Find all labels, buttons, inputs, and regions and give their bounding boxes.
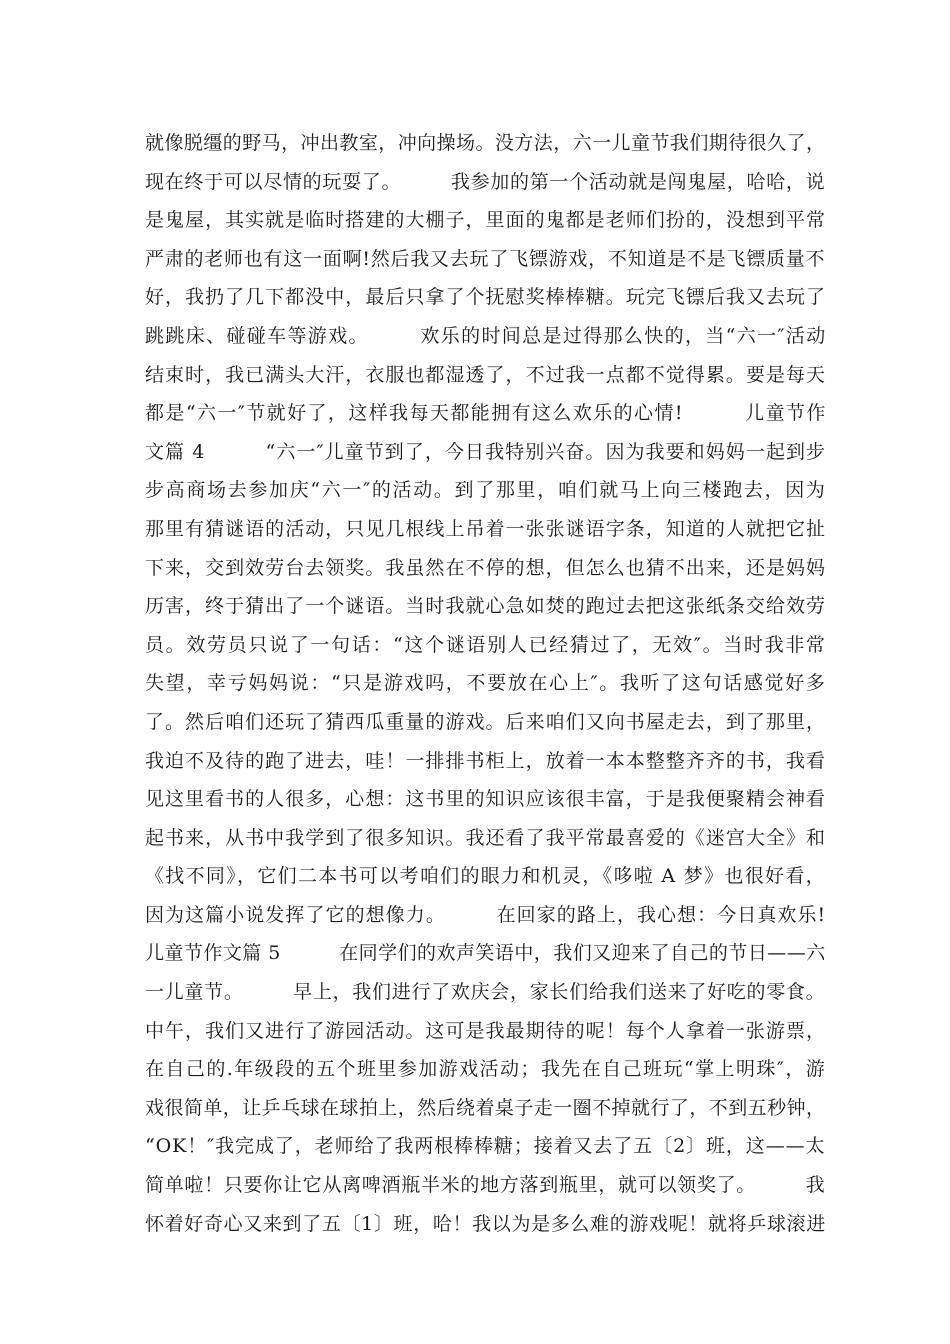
text-line: 历害，终于猜出了一个谜语。当时我就心急如焚的跑过去把这张纸条交给效劳 <box>145 595 827 618</box>
text-line: 《找不同》，它们二本书可以考咱们的眼力和机灵，《哆啦 A 梦》也很好看， <box>145 865 826 888</box>
body-text <box>145 124 825 1243</box>
text-line: 员。效劳员只说了一句话：“这个谜语别人已经猜过了，无效″。当时我非常 <box>145 633 827 656</box>
text-line: 怀着好奇心又来到了五〔1〕班，哈！我以为是多么难的游戏呢！就将乒球滚进 <box>145 1212 826 1235</box>
text-line: 现在终于可以尽情的玩耍了。 我参加的第一个活动就是闯鬼屋，哈哈，说 <box>145 170 826 193</box>
text-line: 起书来，从书中我学到了很多知识。我还看了我平常最喜爱的《迷宫大全》和 <box>145 826 827 849</box>
text-line: 见这里看书的人很多，心想：这书里的知识应该很丰富，于是我便聚精会神看 <box>145 788 827 811</box>
text-line: 了。然后咱们还玩了猜西瓜重量的游戏。后来咱们又向书屋走去，到了那里， <box>145 710 827 733</box>
text-line: 严肃的老师也有这一面啊!然后我又去玩了飞镖游戏，不知道是不是飞镖质量不 <box>145 247 826 270</box>
text-line: 跳跳床、碰碰车等游戏。 欢乐的时间总是过得那么快的，当“六一″活动 <box>145 324 827 347</box>
text-line: 一儿童节。 早上，我们进行了欢庆会，家长们给我们送来了好吃的零食。 <box>145 981 826 1004</box>
text-line: 简单啦！只要你让它从离啤酒瓶半米的地方落到瓶里，就可以领奖了。 我 <box>145 1174 826 1197</box>
text-line: 结束时，我已满头大汗，衣服也都湿透了，不过我一点都不觉得累。要是每天 <box>145 363 827 386</box>
text-line: 戏很简单，让乒乓球在球拍上，然后绕着桌子走一圈不掉就行了，不到五秒钟， <box>145 1096 826 1119</box>
text-line: 是鬼屋，其实就是临时搭建的大棚子，里面的鬼都是老师们扮的，没想到平常 <box>145 209 827 232</box>
text-line: 那里有猜谜语的活动，只见几根线上吊着一张张谜语字条，知道的人就把它扯 <box>145 517 827 540</box>
text-line: 在自己的.年级段的五个班里参加游戏活动；我先在自己班玩“掌上明珠″，游 <box>145 1058 827 1081</box>
text-line: 文篇 4 “六一″儿童节到了，今日我特别兴奋。因为我要和妈妈一起到步 <box>145 440 827 463</box>
text-line: 中午，我们又进行了游园活动。这可是我最期待的呢！每个人拿着一张游票， <box>145 1019 827 1042</box>
text-line: 好，我扔了几下都没中，最后只拿了个抚慰奖棒棒糖。玩完飞镖后我又去玩了 <box>145 286 827 309</box>
text-line: 儿童节作文篇 5 在同学们的欢声笑语中，我们又迎来了自己的节日——六 <box>145 942 826 965</box>
text-line: 我迫不及待的跑了进去，哇！一排排书柜上，放着一本本整整齐齐的书，我看 <box>145 749 827 772</box>
text-line: 因为这篇小说发挥了它的想像力。 在回家的路上，我心想：今日真欢乐! <box>145 903 827 926</box>
text-line: 都是“六一″节就好了，这样我每天都能拥有这么欢乐的心情! 儿童节作 <box>145 402 827 425</box>
text-line: “OK！″我完成了，老师给了我两根棒棒糖；接着又去了五〔2〕班，这——太 <box>145 1135 826 1158</box>
text-line: 下来，交到效劳台去领奖。我虽然在不停的想，但怎么也猜不出来，还是妈妈 <box>145 556 827 579</box>
text-line: 步高商场去参加庆“六一″的活动。到了那里，咱们就马上向三楼跑去，因为 <box>145 479 827 502</box>
text-line: 失望，幸亏妈妈说：“只是游戏吗，不要放在心上″。我听了这句话感觉好多 <box>145 672 827 695</box>
text-line: 就像脱缰的野马，冲出教室，冲向操场。没方法，六一儿童节我们期待很久了， <box>145 132 826 154</box>
